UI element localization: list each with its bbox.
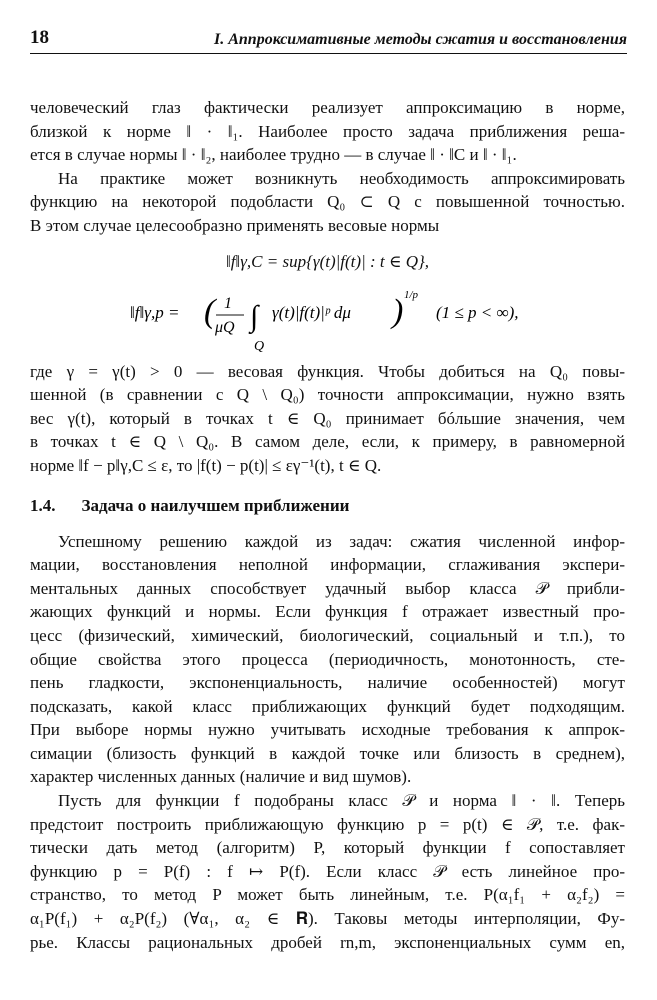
- fraction-denominator: μQ: [215, 318, 235, 336]
- running-header: [30, 26, 627, 54]
- paragraph-5: [30, 789, 625, 954]
- text-line: характер численных данных (наличие и вид шумов).: [30, 767, 412, 787]
- page-body: [30, 96, 625, 954]
- section-heading: [30, 494, 625, 518]
- text-line: На практике может возникнуть необходимость аппроксимировать: [58, 168, 625, 188]
- text-line: близкой к норме ‖ · ‖₁. Наиболее просто задача приближения реша-: [30, 121, 625, 141]
- formula-svg: [130, 284, 550, 360]
- exponent: 1/p: [404, 288, 419, 301]
- right-paren: ): [392, 292, 404, 330]
- text-line: подсказать, какой класс приближающих функций будет подходящим.: [30, 696, 625, 716]
- text-line: α₁P(f₁) + α₂P(f₂) (∀α₁, α₂ ∈ 𝐑). Таковы методы интерполяции, Фу-: [30, 909, 625, 929]
- text-line: цесс (физический, химический, биологический, социальный и т.п.), то: [30, 625, 625, 645]
- formula-weighted-sup-norm: ‖f‖γ,C = sup{γ(t)|f(t)| : t ∈ Q},: [225, 251, 430, 271]
- paragraph-3: [30, 360, 625, 478]
- text-line: тически дать метод (алгоритм) P, который функции f сопоставляет: [30, 838, 625, 858]
- text-line: мации, восстановления неполной информации, сглаживания экспери-: [30, 555, 625, 575]
- integral-limit: Q: [254, 338, 265, 354]
- text-line: предстоит построить приближающую функцию p = p(t) ∈ 𝒫, т.е. фак-: [30, 814, 625, 834]
- text-line: в точках t ∈ Q \ Q₀. В самом деле, если, к примеру, в равномерной: [30, 432, 625, 452]
- text-line: вес γ(t), который в точках t ∈ Q₀ принимает бóльшие значения, чем: [30, 408, 625, 428]
- paragraph-4: [30, 530, 625, 790]
- text-line: жающих функций и нормы. Если функция f отражает известный про-: [30, 602, 625, 622]
- paragraph-2: [30, 167, 625, 238]
- text-line: При выборе нормы нужно учитывать исходные требования к аппрок-: [30, 720, 625, 740]
- text-line: функцию на некоторой подобласти Q₀ ⊂ Q с повышенной точностью.: [30, 192, 625, 212]
- text-line: шенной (в сравнении с Q \ Q₀) точности аппроксимации, нужно взять: [30, 385, 625, 405]
- text-line: симации (близость функций в каждой точке или близость в среднем),: [30, 743, 625, 763]
- integral-sign: ∫: [250, 299, 259, 333]
- text-line: общие свойства этого процесса (периодичность, монотонность, сте-: [30, 649, 625, 669]
- page-number: 18: [30, 27, 49, 48]
- formula-weighted-p-norm: [30, 284, 625, 360]
- text-line: человеческий глаз фактически реализует аппроксимацию в норме,: [30, 98, 625, 117]
- text-line: Успешному решению каждой из задач: сжатия численной инфор-: [58, 531, 625, 551]
- text-line: странство, то метод P может быть линейным, т.е. P(α₁f₁ + α₂f₂) =: [30, 885, 625, 905]
- text-line: рье. Классы рациональных дробей rn,m, экспоненциальных сумм en,: [30, 932, 625, 952]
- section-title: Задача о наилучшем приближении: [81, 495, 350, 515]
- text-line: ментальных данных способствует удачный выбор класса 𝒫 прибли-: [30, 578, 625, 598]
- text-line: В этом случае целесообразно применять весовые нормы: [30, 215, 440, 235]
- condition: (1 ≤ p < ∞),: [436, 302, 519, 322]
- text-line: пень гладкости, экспоненциальность, наличие особенностей) могут: [30, 673, 625, 693]
- text-line: Пусть для функции f подобраны класс 𝒫 и норма ‖ · ‖. Теперь: [58, 791, 625, 811]
- text-line: ется в случае нормы ‖ · ‖₂, наиболее трудно — в случае ‖ · ‖C и ‖ · ‖₁.: [30, 145, 517, 165]
- formula-lhs: ‖f‖γ,p =: [130, 302, 180, 322]
- integrand: γ(t)|f(t)|ᵖ dμ: [272, 302, 351, 322]
- text-line: норме ‖f − p‖γ,C ≤ ε, то |f(t) − p(t)| ≤ εγ⁻¹(t), t ∈ Q.: [30, 455, 382, 475]
- left-paren: (: [204, 292, 216, 330]
- text-line: где γ = γ(t) > 0 — весовая функция. Чтобы добиться на Q₀ повы-: [30, 361, 625, 381]
- fraction-numerator: 1: [224, 294, 232, 312]
- section-number: 1.4.: [30, 495, 56, 515]
- text-line: функцию p = P(f) : f ↦ P(f). Если класс 𝒫 есть линейное про-: [30, 861, 625, 881]
- paragraph-1: [30, 96, 625, 167]
- running-title: I. Аппроксимативные методы сжатия и восстановления: [214, 31, 627, 48]
